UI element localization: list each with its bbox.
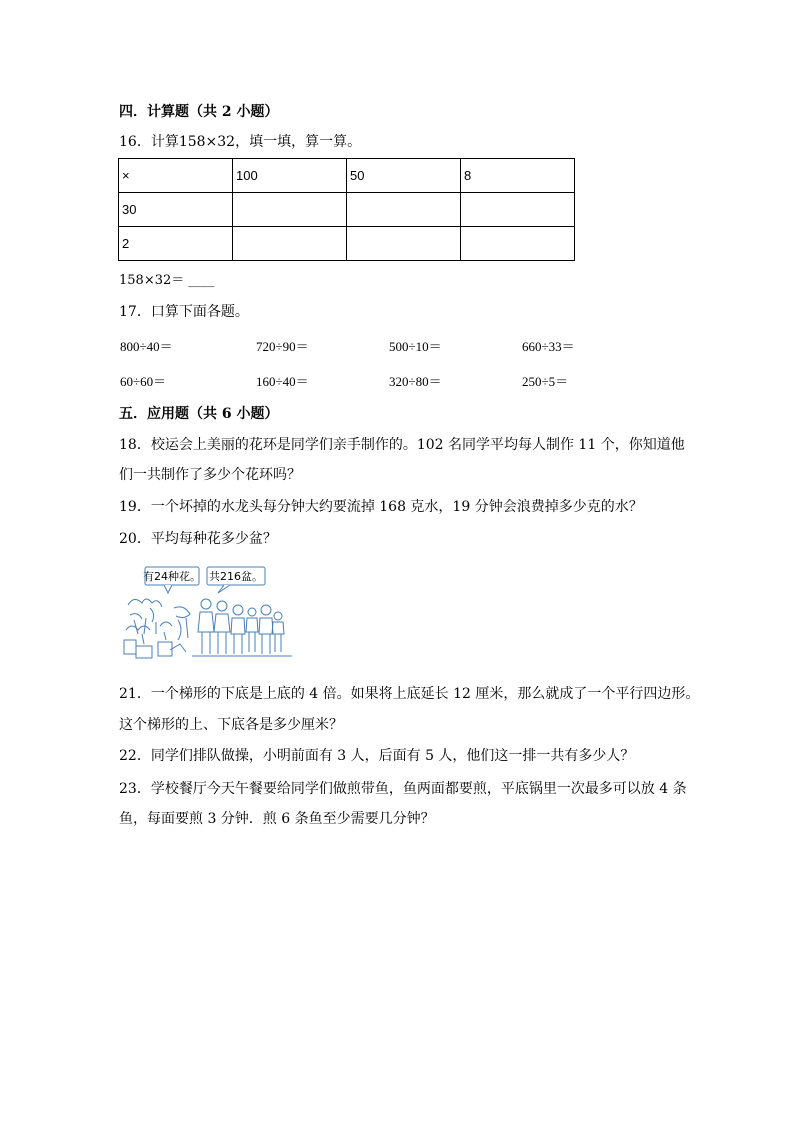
- table-row: [119, 227, 575, 261]
- section-5-heading: 五．应用题（共 6 小题）: [119, 406, 279, 422]
- section-4-heading: 四．计算题（共 2 小题）: [119, 104, 279, 120]
- students-with-flowers-illustration: [120, 560, 298, 666]
- students-group-icon: [192, 599, 292, 656]
- mental-math-item: 160÷40＝: [256, 374, 309, 389]
- question-22-line-1: 22．同学们排队做操，小明前面有 3 人，后面有 5 人，他们这一排一共有多少人？: [119, 748, 635, 764]
- question-16-prompt: 16．计算158×32，填一填，算一算。: [119, 134, 362, 150]
- table-cell: 50: [347, 159, 461, 193]
- question-19-line-1: 19．一个坏掉的水龙头每分钟大约要流掉 168 克水，19 分钟会浪费掉多少克的水？: [119, 499, 643, 515]
- speech-bubble-2-tail: [218, 585, 230, 593]
- question-18-line-1: 18．校运会上美丽的花环是同学们亲手制作的。102 名同学平均每人制作 11 个，你知道他: [119, 437, 685, 453]
- table-cell-blank[interactable]: [233, 193, 347, 227]
- table-header-row: [119, 159, 575, 193]
- speech-bubble-2-text: 共216盆。: [209, 570, 263, 583]
- question-21-line-2: 这个梯形的上、下底各是多少厘米？: [119, 717, 343, 733]
- speech-bubble-1-tail: [164, 585, 172, 593]
- table-cell-blank[interactable]: [461, 193, 575, 227]
- question-16-result: 158×32＝ ____: [119, 273, 215, 288]
- mental-math-item: 720÷90＝: [256, 339, 309, 354]
- table-row: [119, 193, 575, 227]
- mental-math-item: 500÷10＝: [389, 339, 442, 354]
- mental-math-item: 250÷5＝: [522, 374, 569, 389]
- table-cell: 30: [119, 193, 233, 227]
- table-cell-blank[interactable]: [347, 227, 461, 261]
- table-cell: 100: [233, 159, 347, 193]
- table-cell: ×: [119, 159, 233, 193]
- table-cell-blank[interactable]: [461, 227, 575, 261]
- mental-math-item: 660÷33＝: [522, 339, 575, 354]
- question-23-line-2: 鱼，每面要煎 3 分钟．煎 6 条鱼至少需要几分钟？: [119, 811, 435, 827]
- mental-math-item: 800÷40＝: [120, 339, 173, 354]
- speech-bubble-1-text: 有24种花。: [143, 570, 201, 583]
- table-cell-blank[interactable]: [233, 227, 347, 261]
- multiplication-table: [118, 158, 575, 261]
- table-cell: 2: [119, 227, 233, 261]
- question-18-line-2: 们一共制作了多少个花环吗？: [119, 467, 301, 483]
- table-cell: 8: [461, 159, 575, 193]
- question-17-prompt: 17．口算下面各题。: [119, 304, 249, 320]
- question-21-line-1: 21．一个梯形的下底是上底的 4 倍。如果将上底延长 12 厘米，那么就成了一个平行四边形。: [119, 686, 700, 702]
- flower-pots-icon: [124, 599, 190, 658]
- question-20-line-1: 20．平均每种花多少盆？: [119, 531, 277, 547]
- mental-math-item: 60÷60＝: [120, 374, 167, 389]
- table-cell-blank[interactable]: [347, 193, 461, 227]
- question-23-line-1: 23．学校餐厅今天午餐要给同学们做煎带鱼，鱼两面都要煎，平底锅里一次最多可以放 4 条: [119, 781, 687, 797]
- mental-math-item: 320÷80＝: [389, 374, 442, 389]
